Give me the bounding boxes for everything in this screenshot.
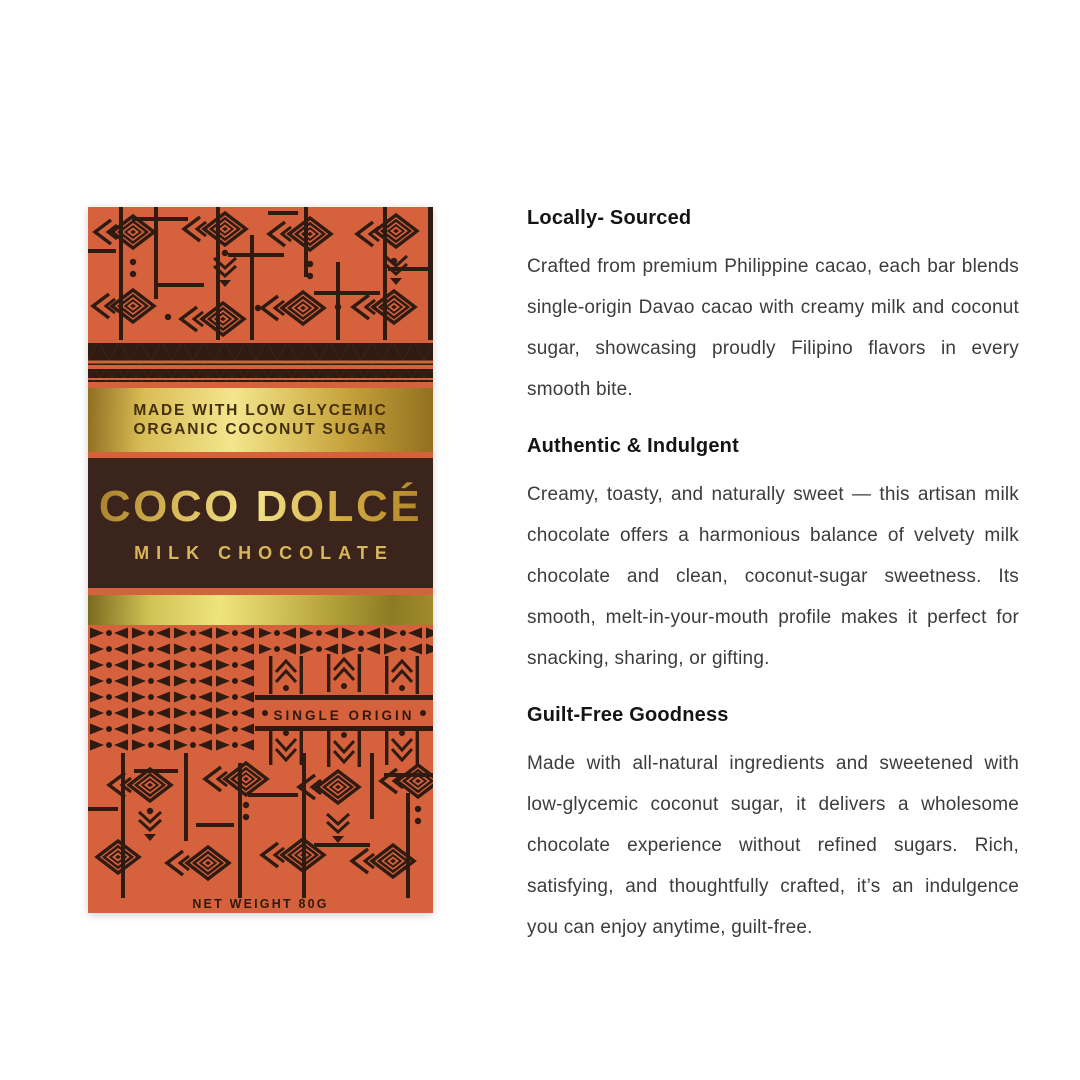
banner-line1: MADE WITH LOW GLYCEMIC — [133, 402, 388, 419]
section-heading: Locally- Sourced — [527, 207, 692, 229]
top-tribal-pattern — [88, 207, 433, 340]
gold-foil-band — [88, 595, 433, 625]
section-heading: Guilt-Free Goodness — [527, 704, 729, 726]
section-body: Crafted from premium Philippine cacao, each bar blends single-origin Davao cacao with creamy milk and coconut sugar, showcasing proudly Filipino flavors in every smooth bite. — [527, 256, 1019, 400]
glycemic-banner — [88, 388, 433, 452]
details-column — [527, 206, 1019, 972]
origin-label: SINGLE ORIGIN — [273, 707, 415, 723]
section-guilt-free-goodness — [527, 703, 1019, 948]
bottom-tribal-pattern — [88, 753, 433, 898]
brand-band — [88, 458, 433, 588]
product-package-photo — [88, 207, 433, 913]
bowtie-pattern — [88, 625, 433, 753]
variant-label: MILK CHOCOLATE — [134, 543, 394, 563]
section-body: Made with all-natural ingredients and sweetened with low-glycemic coconut sugar, it delivers a wholesome chocolate experience without refined sugars. Rich, satisfying, and thoughtfully crafted, it’s an indulgence you can enjoy anytime, guilt-free. — [527, 753, 1019, 938]
brand-wordmark: COCO DOLCÉ — [98, 482, 423, 531]
section-locally-sourced — [527, 206, 1019, 410]
section-authentic-indulgent — [527, 434, 1019, 679]
triangle-band — [88, 343, 433, 382]
net-weight-label: NET WEIGHT 80G — [192, 897, 329, 911]
banner-line2: ORGANIC COCONUT SUGAR — [133, 421, 388, 438]
section-body: Creamy, toasty, and naturally sweet — this artisan milk chocolate offers a harmonious balance of velvety milk chocolate and clean, coconut-sugar sweetness. Its smooth, melt-in-your-mouth profile makes it perfect for snacking, sharing, or gifting. — [527, 484, 1019, 669]
section-heading: Authentic & Indulgent — [527, 435, 739, 457]
